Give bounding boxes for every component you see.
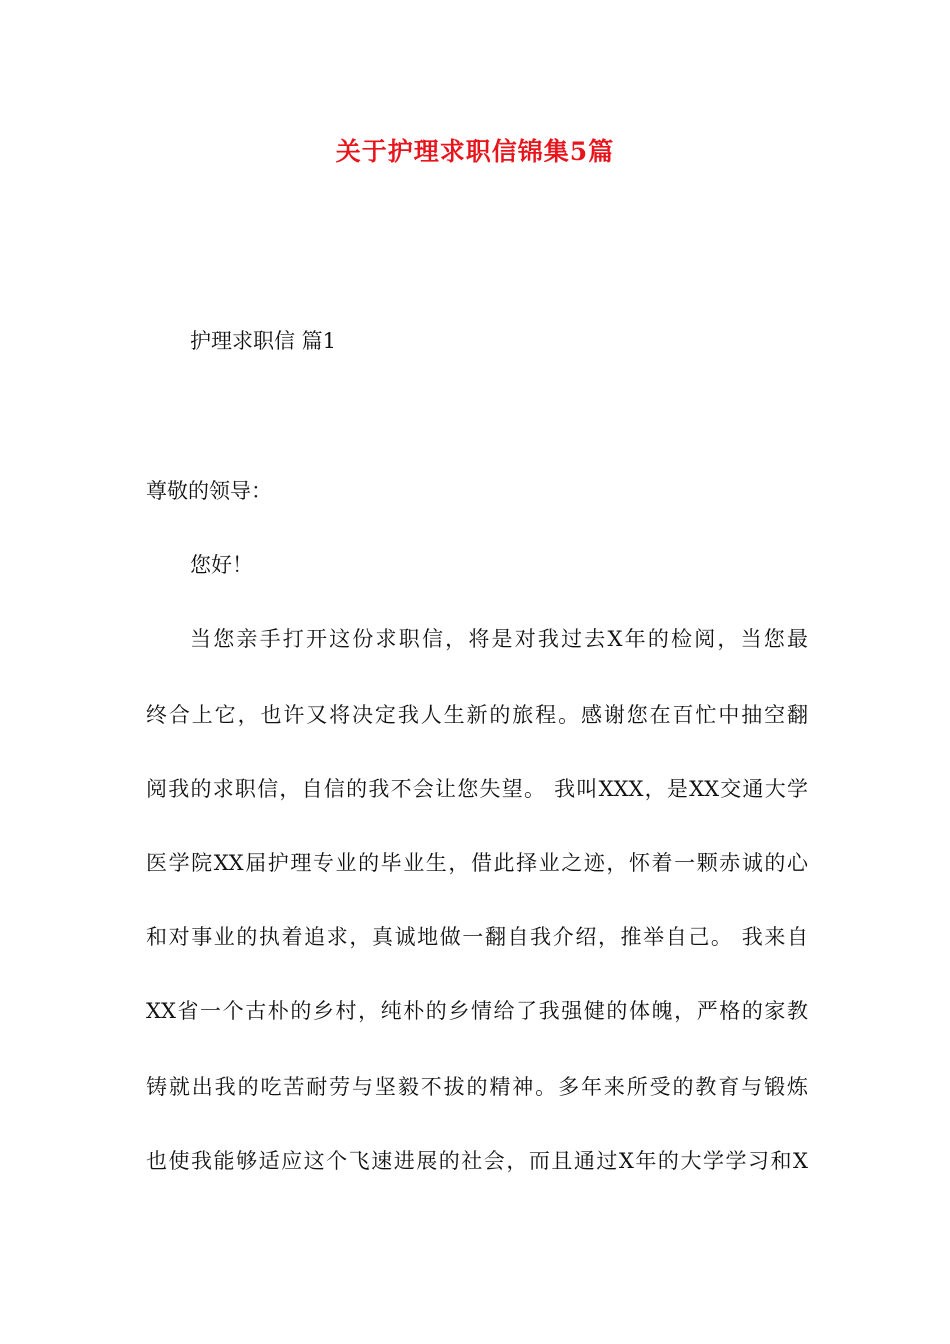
body-line: XX省一个古朴的乡村，纯朴的乡情给了我强健的体魄，严格的家教 xyxy=(146,999,808,1023)
body-line: 终合上它，也许又将决定我人生新的旅程。感谢您在百忙中抽空翻 xyxy=(146,703,808,727)
document-title: 关于护理求职信锦集5篇 xyxy=(335,137,615,166)
body-line: 当您亲手打开这份求职信，将是对我过去X年的检阅，当您最 xyxy=(190,627,808,651)
section-heading: 护理求职信 篇1 xyxy=(190,329,337,353)
body-line: 医学院XX届护理专业的毕业生，借此择业之迹，怀着一颗赤诚的心 xyxy=(146,851,808,875)
body-line: 和对事业的执着追求，真诚地做一翻自我介绍，推举自己。 我来自 xyxy=(146,925,808,949)
body-line: 阅我的求职信，自信的我不会让您失望。 我叫XXX，是XX交通大学 xyxy=(146,777,808,801)
salutation: 尊敬的领导： xyxy=(146,479,272,503)
body-line: 也使我能够适应这个飞速进展的社会，而且通过X年的大学学习和X xyxy=(146,1149,808,1173)
greeting: 您好！ xyxy=(190,553,253,577)
body-line: 铸就出我的吃苦耐劳与坚毅不拔的精神。多年来所受的教育与锻炼 xyxy=(146,1075,808,1099)
